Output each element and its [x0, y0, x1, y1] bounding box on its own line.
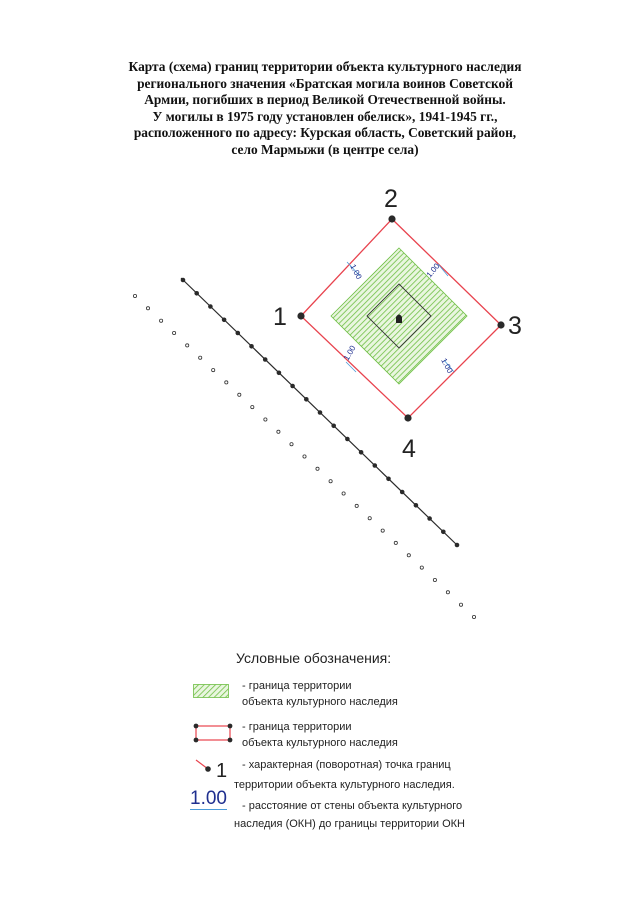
legend-turning-point-sample: 1 — [216, 760, 228, 782]
chain-dot — [249, 344, 254, 349]
road-dot — [133, 294, 136, 297]
obelisk-icon — [396, 315, 402, 324]
chain-dot — [386, 477, 391, 482]
chain-dot — [427, 516, 432, 521]
distance-label: 1.00 — [348, 262, 364, 281]
legend-text-line: - расстояние от стены объекта культурного — [242, 800, 463, 812]
road-dot — [355, 504, 358, 507]
turning-point-3 — [497, 321, 504, 328]
chain-dot — [304, 397, 309, 402]
distance-label: 1.00 — [341, 344, 358, 362]
road-dot — [433, 578, 436, 581]
road-dot — [173, 331, 176, 334]
chain-dot — [263, 357, 268, 362]
legend-distance-sample: 1.00 — [190, 788, 227, 809]
legend-item-text — [242, 719, 398, 751]
turning-point-2 — [388, 215, 395, 222]
road-dot — [290, 443, 293, 446]
distance-label: 1.00 — [424, 261, 442, 280]
turning-point-label-4: 4 — [402, 435, 416, 463]
road-dot — [472, 615, 475, 618]
road-dot — [146, 307, 149, 310]
road-dot — [160, 319, 163, 322]
road-dot — [238, 393, 241, 396]
road-dot — [277, 430, 280, 433]
legend-text-line: - граница территории — [242, 721, 352, 733]
road-dot — [407, 554, 410, 557]
chain-dot — [373, 463, 378, 468]
road-dot — [251, 406, 254, 409]
chain-dot — [194, 291, 199, 296]
title-line: село Мармыжи (в центре села) — [231, 141, 419, 157]
title-line: регионального значения «Братская могила воинов Советской — [137, 75, 513, 91]
chain-dot — [345, 437, 350, 442]
legend-text-line: - граница территории — [242, 680, 352, 692]
turning-point-label-2: 2 — [384, 185, 398, 213]
legend-item-text — [234, 798, 465, 832]
road-dot — [459, 603, 462, 606]
legend-item-text — [234, 757, 455, 793]
legend-text-line: - характерная (поворотная) точка границ — [242, 759, 451, 771]
turning-point-4 — [404, 414, 411, 421]
chain-dot — [290, 384, 295, 389]
road-dot — [264, 418, 267, 421]
legend-text-line: объекта культурного наследия — [242, 737, 398, 749]
road-dot — [368, 517, 371, 520]
distance-label: 1.00 — [439, 356, 455, 375]
chain-dot — [318, 410, 323, 415]
legend-text-line: наследия (ОКН) до границы территории ОКН — [234, 818, 465, 830]
road-dot — [303, 455, 306, 458]
title-line: расположенного по адресу: Курская область, Советский район, — [133, 125, 517, 141]
chain-dot — [331, 424, 336, 429]
legend-item-text — [242, 678, 398, 710]
road-dot — [186, 344, 189, 347]
road-dot — [329, 480, 332, 483]
legend-title: Условные обозначения: — [236, 650, 392, 666]
chain-dot — [208, 304, 213, 309]
road-dot — [212, 369, 215, 372]
turning-point-1 — [297, 312, 304, 319]
chain-dot — [222, 318, 227, 323]
road-dot — [316, 467, 319, 470]
chain-dot — [181, 278, 186, 283]
legend-hatched-area-icon — [193, 684, 229, 698]
legend-turning-point-icon — [194, 756, 238, 782]
road-dot — [446, 591, 449, 594]
chain-dot — [414, 503, 419, 508]
turning-point-label-1: 1 — [273, 303, 287, 331]
chain-dot — [359, 450, 364, 455]
chain-dot — [400, 490, 405, 495]
chain-dot — [441, 530, 446, 535]
title-line: У могилы в 1975 году установлен обелиск», 1941-1945 гг., — [152, 108, 498, 124]
road-dot — [394, 541, 397, 544]
road-dot — [342, 492, 345, 495]
legend-boundary-icon — [192, 722, 236, 746]
turning-point-label-3: 3 — [508, 312, 522, 340]
road-dot — [225, 381, 228, 384]
legend-text-line: территории объекта культурного наследия. — [234, 779, 455, 791]
title-line: Армии, погибших в период Великой Отечественной войны. — [144, 92, 506, 108]
road-dot — [381, 529, 384, 532]
legend-text-line: объекта культурного наследия — [242, 696, 398, 708]
chain-dot — [455, 543, 460, 548]
title-line: Карта (схема) границ территории объекта культурного наследия — [128, 59, 522, 74]
road-dot — [420, 566, 423, 569]
chain-dot — [277, 371, 282, 376]
road-dot — [199, 356, 202, 359]
chain-dot — [236, 331, 241, 336]
